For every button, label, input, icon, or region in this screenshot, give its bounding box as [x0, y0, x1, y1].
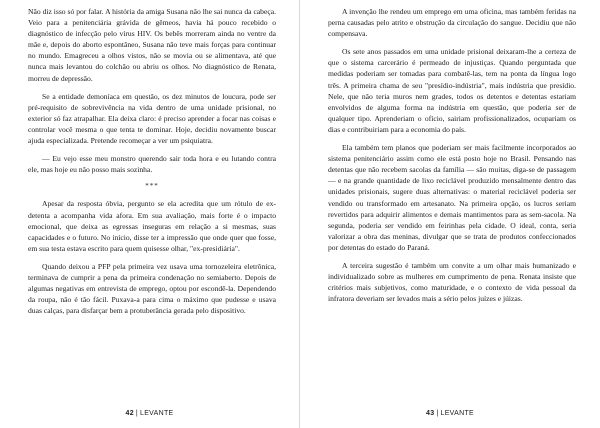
footer-separator: | [135, 410, 139, 417]
section-separator: *** [145, 182, 159, 191]
page-number: 43 [426, 410, 435, 417]
paragraph: A invenção lhe rendeu um emprego em uma oficina, mas também feridas na perna causadas pelo atrito e obstrução da circulação do sangue. Decidiu que não compensava. [328, 7, 576, 39]
running-title: LEVANTE [140, 410, 174, 417]
paragraph: Apesar da resposta óbvia, pergunto se ela acredita que um rótulo de ex-detenta a acompanha vida afora. Em sua avaliação, mais forte é o impacto emocional, que deixa as egressas inseguras em relação a si mesmas, suas capacidades e o futuro. No início, disse ter a impressão que onde quer que fosse, em sua testa estava escrito para quem quisesse olhar, "ex-presidiária". [28, 199, 276, 253]
paragraph: Os sete anos passados em uma unidade prisional deixaram-lhe a certeza de que o sistema carcerário é permeado de injustiças. Quando perguntada que medidas poderiam ser tomadas para combatê-las, tem na ponta da língua logo três. A primeira chama de seu "presídio-indústria", mais indústria que presídio. Nele, que não teria muros nem grades, todos os detentos e detentas estariam envolvidos de alguma forma na indústria em questão, que poderia ser de qualquer tipo. Aprenderiam o ofício, sairiam profissionalizados, ocupariam os dias e contribuiriam para a economia do país. [328, 47, 576, 134]
page-number: 42 [125, 410, 134, 417]
page-footer [0, 410, 299, 417]
left-page-body [28, 6, 276, 316]
right-page [300, 0, 600, 428]
quote-paragraph: — Eu vejo esse meu monstro querendo sair toda hora e eu lutando contra ele, mas hoje eu não posso mais sozinha. [28, 154, 276, 175]
page-footer [300, 410, 600, 417]
paragraph: Não diz isso só por falar. A história da amiga Susana não lhe sai nunca da cabeça. Veio para a penitenciária grávida de gêmeos, havia há pouco recebido o diagnóstico de infecção pelo vírus HIV. Os bebês morreram ainda no ventre da mãe e, depois do aborto espontâneo, Susana não teve mais forças para continuar no mundo. Emagreceu a olhos vistos, não se movia ou se alimentava, até que nunca mais levantou do colchão ou abriu os olhos. No diagnóstico de Renata, morreu de depressão. [28, 7, 276, 83]
running-title: LEVANTE [440, 410, 474, 417]
right-page-body [328, 6, 576, 304]
paragraph: Ela também tem planos que poderiam ser mais facilmente incorporados ao sistema penitenciário assim como ele está posto hoje no Brasil. Pensando nas detentas que não recebem sacolas da família — são muitas, diga-se de passagem — e na grande quantidade de lixo reciclável produzido mensalmente dentro das unidades prisionais, sugere duas alternativas: o material reciclável poderia ser vendido ou transformado em artesanato. Na primeira opção, os lucros seriam revertidos para adquirir alimentos e demais mantimentos para as sem-sacola. Na segunda, poderia ser vendido em feirinhas pela cidade. O ideal, conta, seria valorizar a obra das meninas, divulgar que se trata de produtos confeccionados por detentas do estado do Paraná. [328, 143, 576, 252]
footer-separator: | [436, 410, 439, 417]
paragraph: A terceira sugestão é também um convite a um olhar mais humanizado e individualizado sobre as mulheres em cumprimento de pena. Renata insiste que critérios mais subjetivos, como maturidade, e o contexto de vida pessoal da infratora deveriam ser levados mais a sério pelos juízes e júizas. [328, 260, 576, 304]
paragraph: Quando deixou a PFP pela primeira vez usava uma tornozeleira eletrônica, terminava de cumprir a pena da primeira condenação no semiaberto. Depois de algumas negativas em entrevista de emprego, optou por escondê-la. Dependendo da roupa, não é tão fácil. Puxava-a para cima o máximo que pudesse e usava duas calças, para disfarçar bem a protuberância gerada pelo dispositivo. [28, 261, 276, 316]
paragraph: Se a entidade demoníaca em questão, os dez minutos de loucura, pode ser pré-requisito de sobrevivência na vida dentro de uma unidade prisional, no exterior só faz atrapalhar. Ela deixa claro: é preciso aprender a focar nas coisas e controlar você mesma o que tenta te dominar. Hoje, decidiu novamente buscar ajuda especializada. Pretende recomeçar a ver um psiquiatra. [28, 91, 276, 146]
